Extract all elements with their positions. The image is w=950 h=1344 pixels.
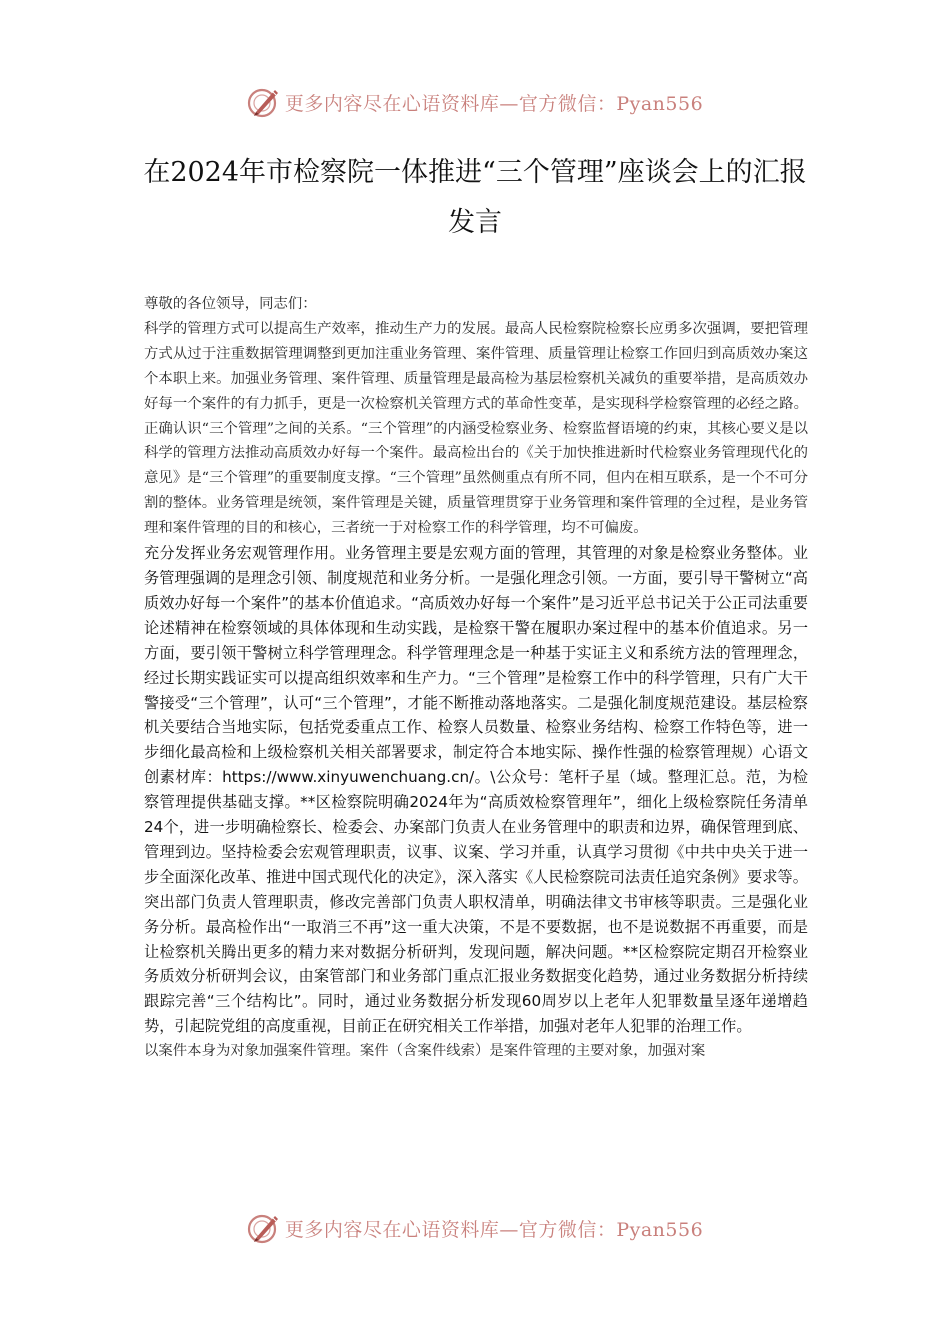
salutation: 尊敬的各位领导，同志们： xyxy=(144,296,317,312)
banner-text: 更多内容尽在心语资料库—官方微信：Pyan556 xyxy=(284,1218,704,1241)
pen-logo-icon xyxy=(247,85,281,119)
pen-logo-icon xyxy=(247,1211,281,1245)
paragraph-2: 充分发挥业务宏观管理作用。业务管理主要是宏观方面的管理，其管理的对象是检察业务整体。业务管理强调的是理念引领、制度规范和业务分析。一是强化理念引领。一方面，要引导干警树立“高质效办好每一个案件”的基本价值追求。“高质效办好每一个案件”是习近平总书记关于公正司法重要论述精神在检察领域的具体体现和生动实践，是检察干警在履职办案过程中的基本价值追求。另一方面，要引领干警树立科学管理理念。科学管理理念是一种基于实证主义和系统方法的管理理念，经过长期实践证实可以提高组织效率和生产力。“三个管理”是检察工作中的科学管理，只有广大干警接受“三个管理”，认可“三个管理”，才能不断推动落地落实。二是强化制度规范建设。基层检察机关要结合当地实际，包括党委重点工作、检察人员数量、检察业务结构、检察工作特色等，进一步细化最高检和上级检察机关相关部署要求，制定符合本地实际、操作性强的检察管理规）心语文创素材库：https://www.xinyuwenchuang.cn/。\公众号：笔杆子星（域。整理汇总。范，为检察管理提供基础支撑。**区检察院明确2024年为“高质效检察管理年”，细化上级检察院任务清单24个，进一步明确检察长、检委会、办案部门负责人在业务管理中的职责和边界，确保管理到底、管理到边。坚持检委会宏观管理职责，议事、议案、学习并重，认真学习贯彻《中共中央关于进一步全面深化改革、推进中国式现代化的决定》，深入落实《人民检察院司法责任追究条例》要求等。突出部门负责人管理职责，修改完善部门负责人职权清单，明确法律文书审核等职责。三是强化业务分析。最高检作出“一取消三不再”这一重大决策，不是不要数据，也不是说数据不再重要，而是让检察机关腾出更多的精力来对数据分析研判，发现问题，解决问题。**区检察院定期召开检察业务质效分析研判会议，由案管部门和业务部门重点汇报业务数据变化趋势，通过业务数据分析持续跟踪完善“三个结构比”。同时，通过业务数据分析发现60周岁以上老年人犯罪数量呈逐年递增趋势，引起院党组的高度重视，目前正在研究相关工作举措，加强对老年人犯罪的治理工作。 xyxy=(144,544,808,1036)
document-body xyxy=(144,292,808,1064)
paragraph-3: 以案件本身为对象加强案件管理。案件（含案件线索）是案件管理的主要对象，加强对案 xyxy=(144,1043,706,1060)
paragraph-1: 科学的管理方式可以提高生产效率，推动生产力的发展。最高人民检察院检察长应勇多次强调，要把管理方式从过于注重数据管理调整到更加注重业务管理、案件管理、质量管理让检察工作回归到高质效办案这个本职上来。加强业务管理、案件管理、质量管理是最高检为基层检察机关减负的重要举措，是高质效办好每一个案件的有力抓手，更是一次检察机关管理方式的革命性变革，是实现科学检察管理的必经之路。正确认识“三个管理”之间的关系。“三个管理”的内涵受检察业务、检察监督语境的约束，其核心要义是以科学的管理方法推动高质效办好每一个案件。最高检出台的《关于加快推进新时代检察业务管理现代化的意见》是“三个管理”的重要制度支撑。“三个管理”虽然侧重点有所不同，但内在相互联系，是一个不可分割的整体。业务管理是统领，案件管理是关键，质量管理贯穿于业务管理和案件管理的全过程，是业务管理和案件管理的目的和核心，三者统一于对检察工作的科学管理，均不可偏废。 xyxy=(144,320,808,537)
banner-text: 更多内容尽在心语资料库—官方微信：Pyan556 xyxy=(284,92,704,115)
header-banner xyxy=(0,82,950,122)
document-title: 在2024年市检察院一体推进“三个管理”座谈会上的汇报发言 xyxy=(143,157,807,238)
footer-banner xyxy=(0,1208,950,1248)
